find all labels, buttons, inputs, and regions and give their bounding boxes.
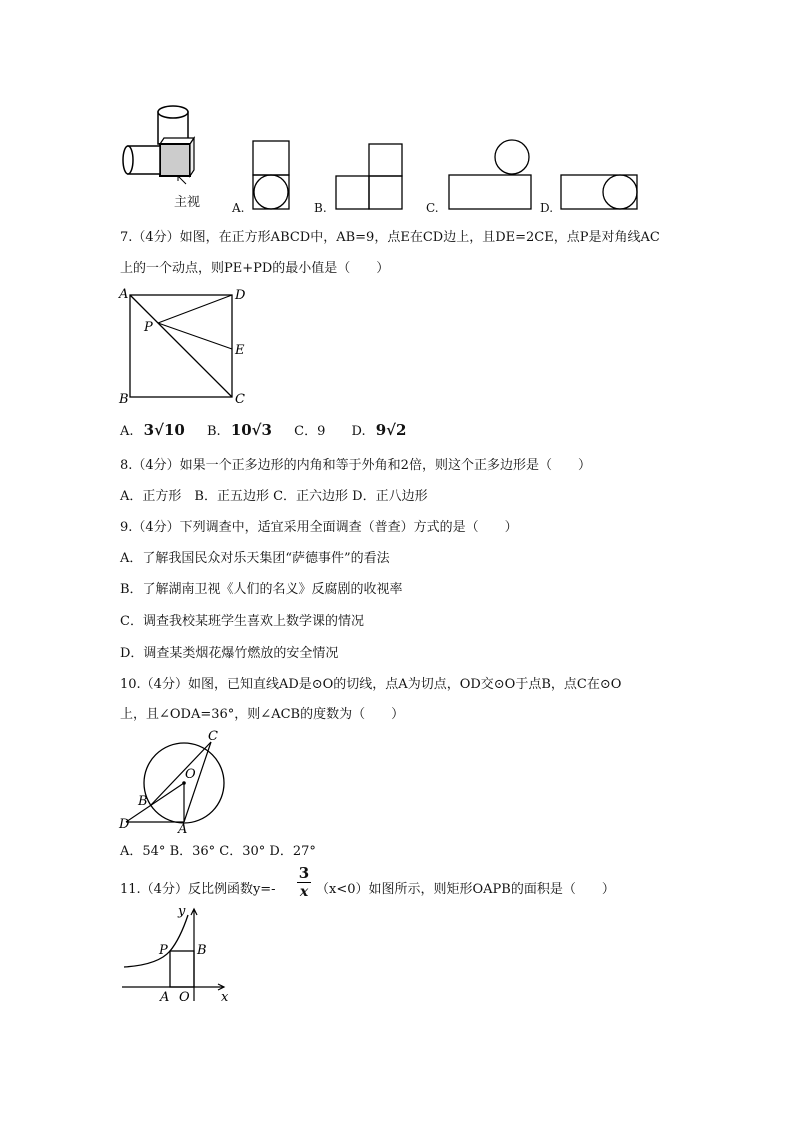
q10-stem-line-1: 10.（4分）如图，已知直线AD是⊙O的切线，点A为切点，OD交⊙O于点B，点C在⊙O: [120, 677, 622, 692]
q11-fraction-numerator: 3: [298, 864, 310, 882]
q6-option-a-label: A.: [232, 201, 245, 215]
q10-options: A．54° B．36° C．30° D．27°: [120, 844, 316, 859]
q11-label-p: P: [159, 943, 168, 958]
q9-stem: 9.（4分）下列调查中，适宜采用全面调查（普查）方式的是（ ）: [120, 520, 518, 535]
q6-option-c-figure: [446, 138, 534, 212]
q7-option-c: C．9: [294, 424, 326, 439]
q6-option-b-label: B.: [314, 201, 327, 215]
q7-label-a: A: [119, 287, 129, 302]
q10-circle-figure: [116, 729, 236, 837]
q7-option-a-label: A.: [120, 424, 134, 439]
q8-stem: 8.（4分）如果一个正多边形的内角和等于外角和2倍，则这个正多边形是（ ）: [120, 458, 591, 473]
q7-option-a-value: 3√10: [143, 421, 185, 439]
q11-label-y: y: [178, 904, 186, 919]
q11-label-b: B: [197, 943, 207, 958]
q7-option-b-value: 10√3: [230, 421, 272, 439]
q7-label-b: B: [119, 392, 129, 407]
q9-option-c: C．调查我校某班学生喜欢上数学课的情况: [120, 614, 364, 629]
three-d-object-figure: [120, 100, 210, 190]
q7-option-d-value: 9√2: [375, 421, 407, 439]
q10-label-c: C: [208, 729, 218, 744]
q6-option-c-label: C.: [426, 201, 439, 215]
q9-option-a: A．了解我国民众对乐天集团“萨德事件”的看法: [120, 551, 390, 566]
q9-option-b: B．了解湖南卫视《人们的名义》反腐剧的收视率: [120, 582, 403, 597]
q6-option-d-label: D.: [540, 201, 554, 215]
main-view-label: 主视: [174, 195, 201, 210]
q7-options: [120, 421, 406, 441]
q9-option-d: D．调查某类烟花爆竹燃放的安全情况: [120, 646, 339, 661]
q7-square-figure: [116, 284, 256, 408]
q7-option-b-label: B.: [206, 424, 221, 439]
q11-fraction-denominator: x: [299, 884, 309, 900]
q6-option-a-figure: [250, 138, 294, 212]
q7-label-e: E: [235, 343, 245, 358]
q11-stem-prefix: 11.（4分）反比例函数y=-: [120, 882, 276, 897]
q11-fraction: [297, 864, 311, 901]
q11-label-o: O: [179, 990, 190, 1005]
q7-stem-line-2: 上的一个动点，则PE+PD的最小值是（ ）: [120, 261, 390, 276]
q11-label-x: x: [221, 990, 229, 1005]
q11-graph-figure: [118, 905, 238, 1005]
q7-label-d: D: [235, 288, 246, 303]
q11-stem-suffix: （x<0）如图所示，则矩形OAPB的面积是（ ）: [316, 882, 615, 897]
q7-stem-line-1: 7.（4分）如图，在正方形ABCD中，AB=9，点E在CD边上，且DE=2CE，点P是对角线AC: [120, 230, 660, 245]
q7-label-p: P: [144, 320, 153, 335]
q7-label-c: C: [235, 392, 245, 407]
q10-stem-line-2: 上，且∠ODA=36°，则∠ACB的度数为（ ）: [120, 707, 405, 722]
q10-label-d: D: [119, 817, 130, 832]
q8-options: A．正方形 B．正五边形 C．正六边形 D．正八边形: [120, 489, 428, 504]
q10-label-o: O: [185, 767, 196, 782]
q6-option-b-figure: [334, 142, 406, 212]
q7-option-d-label: D.: [351, 424, 366, 439]
q6-option-d-figure: [558, 172, 642, 212]
q10-label-b: B: [138, 794, 148, 809]
q10-label-a: A: [178, 822, 188, 837]
q11-label-a: A: [160, 990, 170, 1005]
